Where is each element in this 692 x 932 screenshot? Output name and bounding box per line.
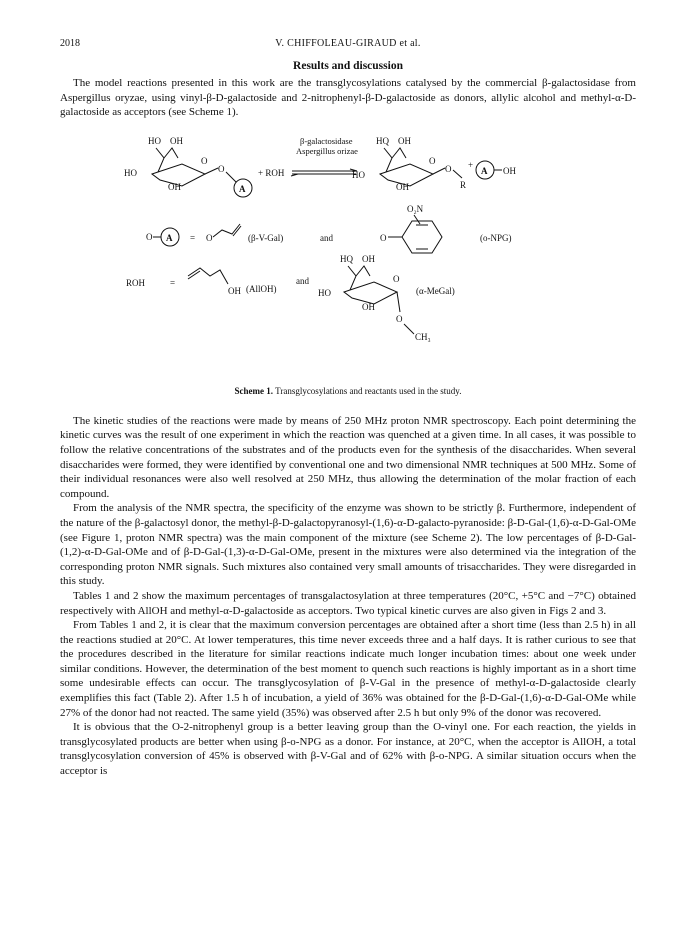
svg-text:HO: HO — [318, 287, 331, 298]
paragraph-4: From Tables 1 and 2, it is clear that the maximum conversion percentages are obtained after a short time (less than 2.5 h) in all the reactions studied at 20°C. At lower temperatures, this time never exceeds three and a half days. It is rather curious to see that the procedures described in the literature for similar reactions indicate much longer incubation times: about one week under similar conditions. However, the determination of the best moment to quench such reactions is highly important as in a short time some undesirable effects can occur. The transglycosylation of β-V-Gal in the presence of methyl-α-D-galactoside clearly exemplifies this fact (Table 2). After 1.5 h of incubation, a yield of 36% was obtained for the β-D-Gal-(1,6)-α-D-Gal-OMe while 27% of the donor had not reacted. The same yield (35%) was observed after 2.5 h but only 9% of the donor was recovered. — [60, 619, 636, 719]
nitrophenyl-ring — [402, 221, 442, 253]
caption-label: Scheme 1. — [234, 385, 274, 396]
label-roh-plus: + ROH — [258, 167, 285, 178]
running-head: V. CHIFFOLEAU-GIRAUD et al. — [275, 38, 421, 49]
svg-text:O: O — [206, 232, 213, 243]
scheme-drawing — [60, 124, 636, 386]
svg-text:R: R — [460, 179, 467, 190]
scheme-caption — [60, 386, 636, 396]
paragraph-3: Tables 1 and 2 show the maximum percentages of transgalactosylation at three temperatures (20°C, +5°C and −7°C) obtained respectively with AllOH and methyl-α-D-galactoside as acceptors. Two typical kinetic curves are also given in Figs 2 and 3. — [60, 589, 636, 617]
paragraph-1: The kinetic studies of the reactions were made by means of 250 MHz proton NMR spectroscopy. Each point determining the kinetic curves was the result of one experiment in which the reaction was quenched at a given time. In all cases, it was possible to follow the relative concentrations of the substrates and of the products even for the synthesis of the disaccharides. When several disaccharides were formed, they were identified by conventional one and two dimensional NMR techniques at 500 MHz. Some of their individual resonances were also well resolved at 250 MHz, thus allowing the determination of the molar fraction of each compound. — [60, 414, 636, 500]
enzyme-label-1: β-galactosidase — [300, 135, 353, 146]
svg-text:O: O — [396, 313, 403, 324]
svg-text:ROH: ROH — [126, 277, 146, 288]
paragraph-5: It is obvious that the O-2-nitrophenyl group is a better leaving group than the O-vinyl one. For each reaction, the yields in transglycosylated products are better when using β-o-NPG as a donor. For instance, at 20°C, when the acceptor is AllOH, a total transglycosylation conversion of 45% is observed with β-V-Gal and of 62% with β-o-NPG. A similar situation occurs when the acceptor is — [60, 721, 636, 778]
svg-text:OH: OH — [168, 181, 181, 192]
svg-text:O: O — [146, 231, 153, 242]
svg-text:=: = — [170, 277, 176, 288]
page-number: 2018 — [60, 38, 80, 49]
svg-text:OH: OH — [398, 135, 411, 146]
svg-text:O: O — [380, 232, 387, 243]
caption-text: Transglycosylations and reactants used in the study. — [275, 385, 462, 396]
bvgal-label: (β-V-Gal) — [248, 232, 284, 243]
o2n-label: O₂N — [407, 203, 424, 214]
svg-text:OH: OH — [228, 285, 241, 296]
svg-text:O: O — [445, 163, 452, 174]
svg-text:HQ: HQ — [340, 253, 353, 264]
svg-text:A: A — [166, 232, 173, 243]
svg-text:and: and — [320, 232, 333, 243]
svg-text:HO: HO — [352, 169, 365, 180]
intro-paragraph: The model reactions presented in this work are the transglycosylations catalysed by the commercial β-galactosidase from Aspergillus oryzae, using vinyl-β-D-galactoside and 2-nitrophenyl-β-D-galactoside as donors, allylic alcohol and methyl-α-D-galactoside as acceptors (see Scheme 1). — [60, 77, 636, 119]
svg-text:OH: OH — [503, 165, 516, 176]
scheme-1 — [60, 124, 636, 386]
svg-text:+: + — [468, 159, 474, 170]
svg-text:and: and — [296, 275, 309, 286]
paragraph-2: From the analysis of the NMR spectra, the specificity of the enzyme was shown to be strictly β. Furthermore, independent of the nature of the β-galactosyl donor, the methyl-β-D-galactopyranosyl-(1,6)-α-D-galacto-pyranoside: β-D-Gal-(1,6)-α-D-Gal-OMe (see Figure 1, proton NMR spectra) was the main component of the mixture (see Scheme 2). The low percentages of β-D-Gal-(1,2)-α-D-Gal-OMe and of β-D-Gal-(1,3)-α-D-Gal-OMe, present in the mixtures were also determined via the integration of the corresponding proton NMR signals. Such mixtures also contained very small amounts of trisaccharides. They were disregarded in this study. — [60, 502, 636, 588]
svg-text:OH: OH — [362, 301, 375, 312]
svg-text:=: = — [190, 232, 196, 243]
svg-text:OH: OH — [396, 181, 409, 192]
donor-sugar — [124, 136, 252, 197]
page-header — [60, 30, 636, 50]
label-ho-top: HO — [148, 135, 161, 146]
product-sugar — [352, 136, 516, 192]
svg-text:O: O — [218, 163, 225, 174]
svg-text:O: O — [393, 273, 400, 284]
methylgal-sugar — [318, 254, 455, 342]
page — [60, 30, 636, 779]
allooh-label: (AllOH) — [246, 283, 277, 294]
svg-text:HQ: HQ — [376, 135, 389, 146]
svg-text:O: O — [201, 155, 208, 166]
svg-text:A: A — [481, 165, 488, 176]
enzyme-label-2: Aspergillus orizae — [296, 145, 358, 156]
svg-text:HO: HO — [124, 167, 137, 178]
allyl-chain — [188, 268, 228, 284]
svg-text:CH₃: CH₃ — [415, 331, 431, 342]
svg-text:O: O — [429, 155, 436, 166]
a-group: A — [239, 183, 246, 194]
label-oh-top: OH — [170, 135, 183, 146]
onpg-label: (o-NPG) — [480, 232, 512, 243]
svg-text:OH: OH — [362, 253, 375, 264]
amegal-label: (α-MeGal) — [416, 285, 455, 296]
section-title: Results and discussion — [293, 60, 403, 72]
